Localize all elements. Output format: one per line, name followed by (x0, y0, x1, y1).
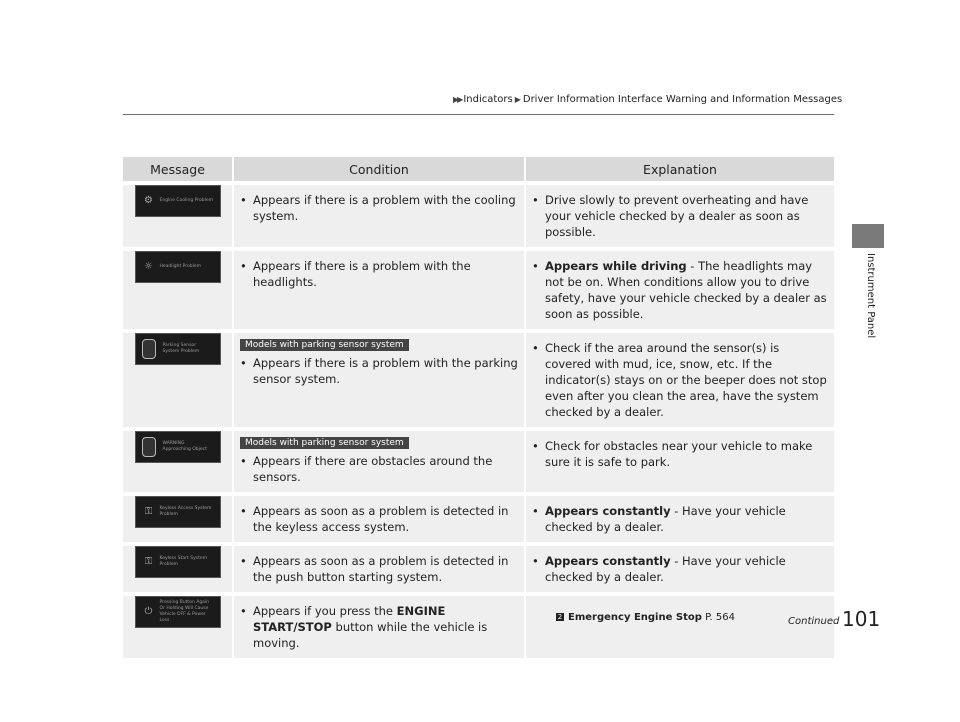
table-row (123, 249, 834, 331)
parking-sensor-icon (142, 339, 156, 359)
header-rule (123, 114, 834, 115)
message-table (123, 157, 834, 658)
table-row (123, 544, 834, 594)
reference-page: P. 564 (705, 612, 735, 623)
screen-text: Headlight Problem (159, 264, 202, 269)
continued-label: Continued (788, 616, 840, 627)
message-cell (123, 249, 233, 331)
screen-text: Keyless Start System Problem (159, 556, 208, 567)
condition-cell: Models with parking sensor system • Appears if there are obstacles around the sensors. (233, 429, 525, 494)
message-screen-image (135, 546, 221, 578)
breadcrumb (453, 94, 842, 105)
model-badge: Models with parking sensor system (240, 339, 409, 351)
message-cell (123, 183, 233, 249)
screen-text: Pressing Button Again Or Holding Will Cause Vehicle OFF & Power Loss (159, 600, 210, 623)
section-tab-marker (852, 224, 884, 248)
reference-label: Emergency Engine Stop (568, 612, 702, 623)
table-header-row (123, 157, 834, 183)
condition-bold: ENGINE START/STOP (253, 604, 446, 634)
breadcrumb-item-indicators[interactable]: Indicators (463, 94, 513, 105)
condition-text: Appears if there is a problem with the cooling system. (253, 193, 516, 223)
condition-text: Appears if there are obstacles around the sensors. (253, 454, 493, 484)
header-explanation: Explanation (525, 157, 834, 183)
header-condition: Condition (233, 157, 525, 183)
condition-text: Appears if there is a problem with the parking sensor system. (253, 356, 518, 386)
table-row (123, 429, 834, 494)
parking-sensor-icon (142, 437, 156, 457)
condition-text: Appears as soon as a problem is detected in the push button starting system. (253, 554, 509, 584)
condition-text: Appears if you press the (253, 604, 397, 618)
explanation-cell: • Appears constantly - Have your vehicle checked by a dealer. (525, 544, 834, 594)
screen-text: Keyless Access System Problem (159, 506, 212, 517)
engine-icon: ⚙ (144, 195, 153, 206)
message-screen-image (135, 333, 221, 365)
condition-text: Appears as soon as a problem is detected in the keyless access system. (253, 504, 509, 534)
message-screen-image (135, 251, 221, 283)
message-cell (123, 594, 233, 658)
explanation-cell: • Appears constantly - Have your vehicle checked by a dealer. (525, 494, 834, 544)
message-cell (123, 544, 233, 594)
arrow-icon: ▶ (514, 95, 521, 104)
screen-text: WARNING Approaching Object (162, 441, 207, 452)
explanation-text: - The headlights may not be on. When conditions allow you to drive safety, have your vehicle checked by a dealer as soon as possible. (545, 259, 827, 321)
condition-cell: Models with parking sensor system • Appears if there is a problem with the parking sensor system. (233, 331, 525, 429)
explanation-cell: • Appears while driving - The headlights may not be on. When conditions allow you to drive safety, have your vehicle checked by a dealer as soon as possible. (525, 249, 834, 331)
condition-text: Appears if there is a problem with the headlights. (253, 259, 471, 289)
explanation-bold: Appears while driving (545, 259, 687, 273)
key-icon: ⚿ (144, 506, 153, 517)
condition-cell: • Appears as soon as a problem is detected in the keyless access system. (233, 494, 525, 544)
double-arrow-icon: ▶▶ (453, 95, 462, 104)
page-number: 101 (842, 607, 881, 631)
explanation-cell: • Check for obstacles near your vehicle to make sure it is safe to park. (525, 429, 834, 494)
breadcrumb-item-driver-info[interactable]: Driver Information Interface Warning and Information Messages (522, 94, 843, 105)
headlight-icon: ☼ (144, 261, 153, 272)
key-icon: ⚿ (144, 556, 153, 567)
explanation-text: - Have your vehicle checked by a dealer. (545, 554, 786, 584)
condition-text-post: button while the vehicle is moving. (253, 620, 488, 650)
explanation-text: - Have your vehicle checked by a dealer. (545, 504, 786, 534)
condition-cell: • Appears if there is a problem with the headlights. (233, 249, 525, 331)
explanation-text: Check if the area around the sensor(s) is covered with mud, ice, snow, etc. If the indicator(s) stays on or the beeper does not stop even after you clean the area, have the system checked by a dealer. (545, 341, 827, 419)
table-row (123, 183, 834, 249)
condition-cell: • Appears if you press the ENGINE START/STOP button while the vehicle is moving. (233, 594, 525, 658)
explanation-text: Drive slowly to prevent overheating and have your vehicle checked by a dealer as soon as possible. (545, 193, 809, 239)
message-screen-image (135, 496, 221, 528)
reference-arrow-icon: 2 (557, 613, 563, 621)
explanation-cell: • Drive slowly to prevent overheating and have your vehicle checked by a dealer as soon as possible. (525, 183, 834, 249)
message-screen-image (135, 596, 221, 628)
condition-cell: • Appears if there is a problem with the cooling system. (233, 183, 525, 249)
screen-text: Parking Sensor System Problem (162, 343, 200, 354)
condition-cell: • Appears as soon as a problem is detected in the push button starting system. (233, 544, 525, 594)
power-button-icon: ⏻ (144, 606, 153, 617)
explanation-bold: Appears constantly (545, 504, 671, 518)
explanation-bold: Appears constantly (545, 554, 671, 568)
message-screen-image (135, 431, 221, 463)
header-message: Message (123, 157, 233, 183)
table-row (123, 594, 834, 658)
screen-text: Engine Cooling Problem (159, 198, 214, 203)
explanation-cell: • Check if the area around the sensor(s) is covered with mud, ice, snow, etc. If the indicator(s) stays on or the beeper does not stop even after you clean the area, have the system checked by a dealer. (525, 331, 834, 429)
table-row (123, 331, 834, 429)
message-cell (123, 331, 233, 429)
section-side-label: Instrument Panel (865, 253, 876, 339)
message-cell (123, 429, 233, 494)
table-row (123, 494, 834, 544)
model-badge: Models with parking sensor system (240, 437, 409, 449)
explanation-text: Check for obstacles near your vehicle to make sure it is safe to park. (545, 439, 813, 469)
message-screen-image (135, 185, 221, 217)
message-cell (123, 494, 233, 544)
